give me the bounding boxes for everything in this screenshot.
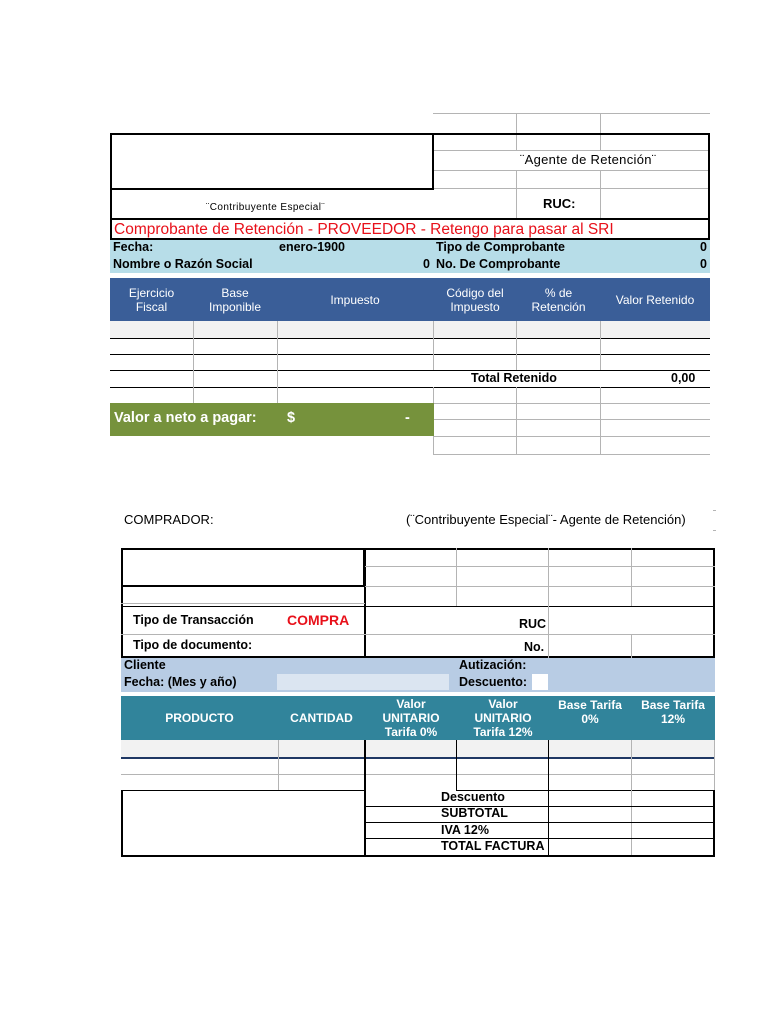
ruc-label: RUC (519, 617, 547, 631)
page-title: Comprobante de Retención - PROVEEDOR - Retengo para pasar al SRI (114, 221, 614, 238)
no-comprobante-label: No. De Comprobante (436, 257, 561, 271)
agente-label: ¨Agente de Retención¨ (520, 152, 657, 167)
col-codigo (433, 278, 517, 321)
grid-line (433, 419, 710, 420)
tipo-transaccion-value: COMPRA (287, 612, 350, 628)
col-line (193, 321, 194, 403)
col-valor-retenido (600, 278, 710, 321)
column-header-label: Código del Impuesto (446, 285, 504, 314)
grid-line (365, 566, 715, 567)
grid-line (631, 548, 632, 606)
fecha-label: Fecha: (113, 240, 154, 254)
col-line (600, 321, 601, 370)
column-header-label: Base Tarifa 0% (558, 698, 622, 726)
column-header-label: Base Imponible (208, 285, 262, 314)
col-line (278, 740, 279, 790)
row-line (110, 387, 710, 388)
total-retenido-label: Total Retenido (471, 371, 557, 385)
col-impuesto (277, 278, 433, 321)
total-retenido-value: 0,00 (671, 371, 696, 385)
column-header-label: Ejercicio Fiscal (128, 285, 175, 314)
descuento-total-label: Descuento (441, 790, 505, 804)
table-row (121, 740, 715, 757)
grid-line (516, 387, 517, 455)
tipo-documento-label: Tipo de documento: (133, 638, 253, 652)
grid-line (713, 510, 716, 511)
ruc-label: RUC: (543, 196, 576, 211)
col-unitario-0 (365, 696, 457, 740)
neto-label: Valor a neto a pagar: (114, 410, 257, 426)
col-base (193, 278, 277, 321)
descuento-input[interactable] (532, 674, 548, 690)
divider (121, 606, 715, 607)
fecha-input[interactable] (277, 674, 449, 690)
grid-line (713, 530, 716, 531)
row-line (110, 370, 710, 371)
col-base-0 (549, 690, 631, 734)
row-line (110, 338, 710, 339)
comprador-label: COMPRADOR: (124, 512, 214, 527)
column-header-label: Valor UNITARIO Tarifa 0% (382, 697, 440, 739)
column-header-label: Valor Retenido (615, 292, 695, 307)
col-producto (121, 696, 278, 740)
col-unitario-12 (457, 696, 549, 740)
iva-label: IVA 12% (441, 823, 489, 837)
neto-value: - (405, 410, 410, 426)
total-factura-label: TOTAL FACTURA (441, 839, 545, 853)
tipo-transaccion-label: Tipo de Transacción (133, 613, 254, 627)
grid-line (456, 548, 457, 606)
no-label: No. (524, 640, 545, 654)
column-header-label: Impuesto (330, 292, 380, 307)
column-header-label: CANTIDAD (290, 711, 353, 725)
row-line (121, 757, 715, 759)
column-header-label: Valor UNITARIO Tarifa 12% (473, 697, 533, 739)
col-line (433, 321, 434, 370)
row-line (121, 774, 715, 775)
table-row (110, 321, 710, 338)
descuento-header-label: Descuento: (459, 675, 528, 689)
tipo-comprobante-value: 0 (700, 240, 707, 254)
razon-social-label: Nombre o Razón Social (113, 257, 253, 271)
column-header-label: PRODUCTO (165, 711, 234, 725)
contribuyente-label: ¨Contribuyente Especial¨ (206, 202, 326, 213)
neto-currency: $ (287, 410, 296, 426)
column-header-label: % de Retención (531, 285, 586, 314)
compra-logo-box (121, 548, 365, 587)
col-cantidad (278, 696, 365, 740)
grid-line (433, 454, 710, 455)
razon-social-value: 0 (423, 257, 430, 271)
fecha-mes-label: Fecha: (Mes y año) (124, 675, 237, 689)
grid-line (600, 387, 601, 455)
grid-line (365, 586, 715, 587)
row-line (110, 354, 710, 355)
grid-line (433, 436, 710, 437)
column-header (110, 278, 710, 321)
grid-line (714, 740, 715, 790)
col-line (516, 321, 517, 370)
autizacion-label: Autización: (459, 658, 527, 672)
grid-line (433, 113, 710, 114)
no-comprobante-value: 0 (700, 257, 707, 271)
column-header-label: Base Tarifa 12% (641, 698, 705, 726)
grid-line (631, 634, 632, 658)
divider (110, 218, 710, 220)
col-line (456, 740, 457, 791)
grid-line (121, 634, 715, 635)
cliente-label: Cliente (124, 658, 166, 672)
comprador-contribuyente: (¨Contribuyente Especial¨- Agente de Retención) (406, 512, 686, 527)
totals-box (121, 790, 715, 857)
fecha-value: enero-1900 (279, 240, 346, 254)
grid-line (548, 548, 549, 658)
grid-line (121, 603, 365, 604)
col-line (277, 321, 278, 403)
grid-line (433, 403, 710, 404)
tipo-comprobante-label: Tipo de Comprobante (436, 240, 565, 254)
subtotal-label: SUBTOTAL (441, 806, 508, 820)
col-base-12 (631, 690, 715, 734)
logo-box (110, 133, 434, 190)
col-ejercicio (110, 278, 193, 321)
compra-column-header (121, 696, 715, 740)
col-porcentaje (517, 278, 600, 321)
